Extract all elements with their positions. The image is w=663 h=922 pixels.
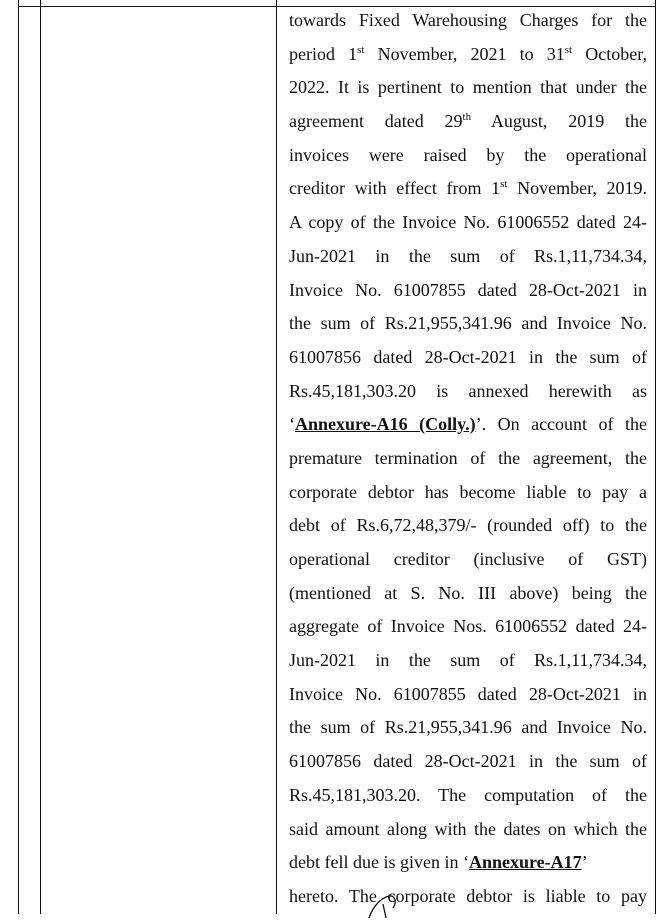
table-column-border-3 [276, 0, 277, 914]
text-line [289, 172, 647, 206]
text-fragment: Jun-2021 in the sum of Rs.1,11,734.34, [289, 650, 647, 671]
text-line [289, 779, 647, 813]
text-fragment: creditor with effect from 1 [289, 178, 501, 199]
text-fragment: Jun-2021 in the sum of Rs.1,11,734.34, [289, 245, 647, 266]
text-line [289, 476, 647, 510]
text-line [289, 442, 647, 476]
annexure-reference: Annexure-A16 (Colly.) [295, 414, 476, 435]
text-fragment: 61007856 dated 28-Oct-2021 in the sum of [289, 751, 647, 772]
text-fragment: the sum of Rs.21,955,341.96 and Invoice No. [289, 313, 647, 334]
text-line [289, 543, 647, 577]
text-fragment: November, 2019. [507, 178, 647, 199]
text-line [289, 38, 647, 72]
text-line [289, 206, 647, 240]
table-column-border-2 [40, 0, 41, 914]
text-line [289, 846, 647, 880]
text-line [289, 341, 647, 375]
text-line [289, 711, 647, 745]
text-line [289, 240, 647, 274]
text-fragment: ‘ [289, 414, 295, 435]
text-line [289, 4, 647, 38]
text-fragment: Rs.45,181,303.20. The computation of the [289, 784, 647, 805]
text-line [289, 71, 647, 105]
text-line [289, 577, 647, 611]
text-line [289, 105, 647, 139]
text-fragment: corporate debtor has become liable to pay a [289, 481, 647, 502]
text-fragment: A copy of the Invoice No. 61006552 dated 24- [289, 212, 647, 233]
ordinal-superscript: st [500, 178, 508, 191]
text-fragment: premature termination of the agreement, the [289, 447, 647, 468]
text-line [289, 375, 647, 409]
text-fragment: August, 2019 the [471, 111, 647, 132]
text-fragment: Invoice No. 61007855 dated 28-Oct-2021 in [289, 279, 647, 300]
text-fragment: invoices were raised by the operational [289, 144, 647, 165]
text-line [289, 139, 647, 173]
text-fragment: hereto. The corporate debtor is liable to pay [289, 885, 647, 906]
signature-mark-icon [365, 892, 401, 922]
text-line [289, 745, 647, 779]
text-fragment: 61007856 dated 28-Oct-2021 in the sum of [289, 346, 647, 367]
ordinal-superscript: st [564, 43, 573, 56]
text-fragment: Rs.45,181,303.20 is annexed herewith as [289, 380, 647, 401]
table-column-border-1 [18, 0, 19, 914]
text-fragment: aggregate of Invoice Nos. 61006552 dated 24- [289, 616, 647, 637]
text-line [289, 813, 647, 847]
text-fragment: November, 2021 to 31 [364, 43, 565, 64]
text-fragment: operational creditor (inclusive of GST) [289, 549, 647, 569]
text-line [289, 274, 647, 308]
text-line [289, 678, 647, 712]
text-fragment: agreement dated 29 [289, 111, 463, 132]
text-line [289, 880, 647, 914]
text-line [289, 408, 647, 442]
text-fragment: said amount along with the dates on which the [289, 818, 647, 839]
text-fragment: October, [572, 43, 647, 64]
text-line [289, 509, 647, 543]
text-line [289, 644, 647, 678]
text-fragment: the sum of Rs.21,955,341.96 and Invoice No. [289, 717, 647, 738]
text-fragment: ’. On account of the [475, 414, 647, 435]
text-line [289, 610, 647, 644]
text-line [289, 307, 647, 341]
ordinal-superscript: st [357, 43, 365, 56]
annexure-reference: Annexure-A17 [468, 852, 582, 873]
text-fragment: debt of Rs.6,72,48,379/- (rounded off) to the [289, 515, 647, 536]
paragraph-body [289, 4, 647, 914]
text-fragment: 2022. It is pertinent to mention that under the [289, 77, 647, 98]
text-fragment: towards Fixed Warehousing Charges for the [289, 10, 647, 30]
text-fragment: debt fell due is given in ‘ [289, 852, 469, 873]
text-fragment: Invoice No. 61007855 dated 28-Oct-2021 in [289, 683, 647, 704]
table-column-border-4 [655, 0, 656, 914]
text-fragment: period 1 [289, 43, 358, 64]
text-fragment: (mentioned at S. No. III above) being the [289, 582, 647, 603]
text-fragment: ’ [581, 852, 588, 873]
ordinal-superscript: th [462, 111, 472, 124]
